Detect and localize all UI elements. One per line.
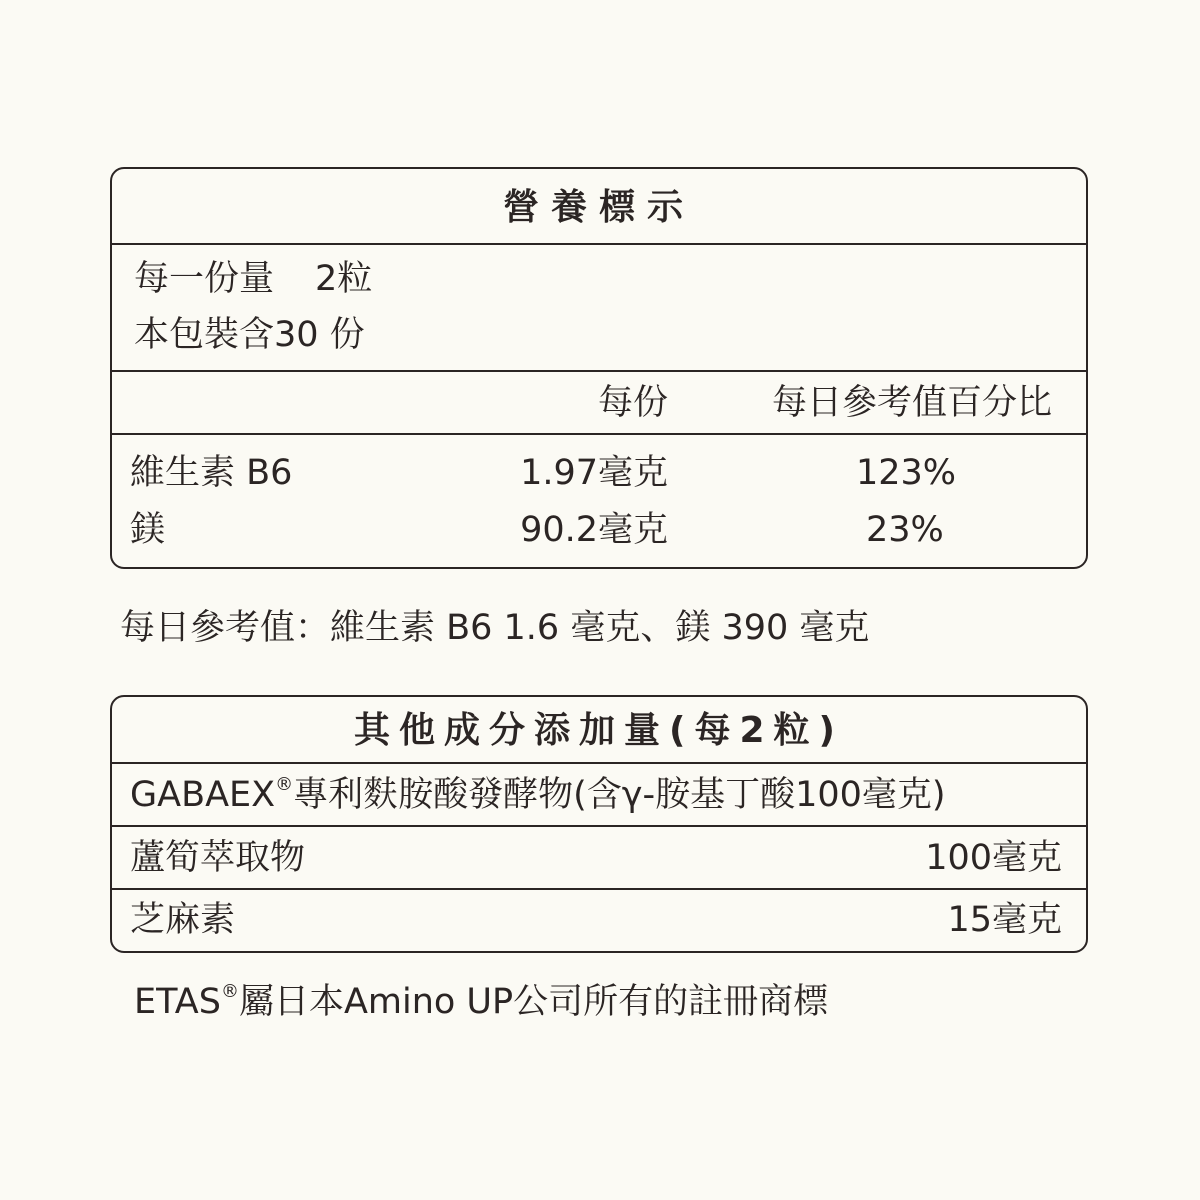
col-per-serving: 每份: [597, 383, 668, 423]
additive-amount: 100毫克: [925, 838, 1062, 878]
col-daily-value-percent: 每日參考值百分比: [771, 383, 1052, 423]
servings-per-pack: 本包裝含30 份: [134, 315, 365, 355]
serving-size-value: 2粒: [315, 259, 373, 299]
nutrient-percent: 23%: [866, 510, 944, 550]
table-row: [112, 827, 1086, 890]
nutrient-amount: 90.2毫克: [520, 510, 668, 550]
nutrition-title: 營養標示: [112, 169, 1086, 245]
additives-title: 其他成分添加量(每2粒): [112, 697, 1086, 764]
nutrition-facts-panel: [110, 167, 1088, 569]
trademark-text: 屬日本Amino UP公司所有的註冊商標: [238, 982, 829, 1022]
nutrition-header-row: [112, 372, 1086, 435]
serving-size-label: 每一份量: [134, 259, 275, 299]
nutrient-percent: 123%: [856, 453, 957, 493]
gabaex-text: [130, 774, 946, 815]
registered-mark: ®: [275, 774, 294, 795]
trademark-brand: ETAS: [134, 982, 221, 1022]
daily-reference-note: 每日參考值：維生素 B6 1.6 毫克、鎂 390 毫克: [120, 608, 870, 648]
gabaex-description: 專利麩胺酸發酵物(含γ-胺基丁酸100毫克): [293, 775, 946, 815]
additives-panel: [110, 695, 1088, 953]
gabaex-brand: GABAEX: [130, 775, 276, 815]
table-row: [112, 890, 1086, 951]
nutrition-body: [112, 435, 1086, 567]
additive-amount: 15毫克: [947, 900, 1062, 940]
gabaex-row: [112, 764, 1086, 827]
registered-mark: ®: [220, 981, 239, 1002]
nutrient-amount: 1.97毫克: [520, 453, 668, 493]
trademark-note: [134, 981, 829, 1022]
nutrient-name: 鎂: [130, 510, 166, 550]
nutrient-name: 維生素 B6: [130, 453, 293, 493]
additive-name: 芝麻素: [130, 900, 236, 940]
additive-name: 蘆筍萃取物: [130, 838, 306, 878]
serving-info-section: [112, 245, 1086, 372]
